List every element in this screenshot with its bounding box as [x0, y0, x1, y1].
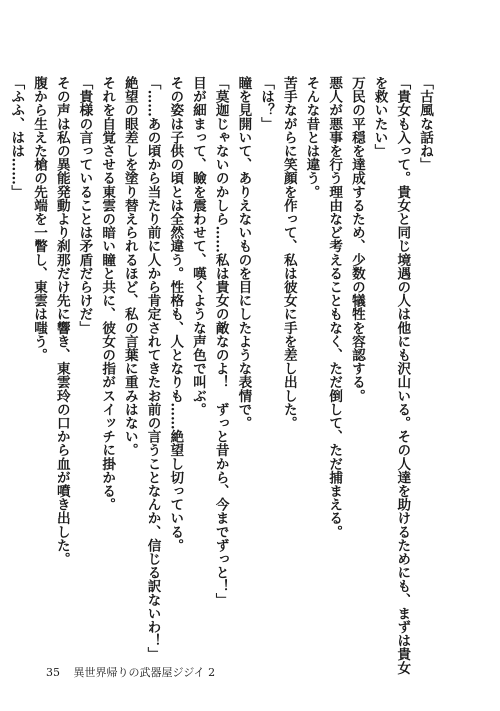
text-line: 「貴女も入って。貴女と同じ境遇の人は他にも沢山いる。その人達を助けるためにも、まずは貴女 [394, 76, 411, 675]
text-line: を救いたい」 [371, 76, 388, 158]
text-line: 「貴様の言っていることは矛盾だらけだ」 [76, 76, 93, 335]
page-number: 35 [46, 666, 60, 679]
text-line: その姿は子供の頃とは全然違う。性格も、人となりも……絶望し切っている。 [167, 76, 184, 552]
text-line: それを自覚させる東雲の暗い瞳と共に、彼女の指がスイッチに掛かる。 [99, 76, 116, 512]
text-line: 苦手ながらに笑顔を作って、私は彼女に手を差し出した。 [280, 76, 297, 430]
text-line: 万民の平穏を達成するため、少数の犠牲を容認する。 [348, 76, 365, 403]
book-title: 異世界帰りの武器屋ジジイ 2 [73, 666, 216, 679]
text-line: 「は？」 [258, 76, 275, 131]
text-line: その声は私の異能発動より刹那だけ先に響き、東雲玲の口から血が噴き出した。 [53, 76, 70, 566]
text-line: 「莫迦じゃないのかしら……私は貴女の敵なのよ！ ずっと昔から、今までずっと！」 [212, 76, 229, 607]
page-footer [46, 664, 215, 680]
text-line: 「……あの頃から当たり前に人から肯定されてきたお前の言うことなんか、信じる訳ないわ！」 [144, 76, 161, 661]
text-line: 悪人が悪事を行う理由など考えることもなく、ただ倒して、ただ捕まえる。 [326, 76, 343, 539]
text-line: 目が細まって、瞼を震わせて、嘆くような声色で叫ぶ。 [189, 76, 206, 416]
text-line: 絶望の眼差しを塗り替えられるほど、私の言葉に重みはない。 [121, 76, 138, 457]
text-line: 「古風な話ね」 [417, 76, 433, 172]
text-line: 「ふふ、はは……」 [8, 76, 25, 199]
text-line: 腹から生えた槍の先端を一瞥し、東雲は嗤う。 [31, 76, 48, 362]
text-line: そんな昔とは違う。 [303, 76, 320, 199]
text-line: 瞳を見開いて、ありえないものを目にしたような表情で。 [235, 76, 252, 430]
